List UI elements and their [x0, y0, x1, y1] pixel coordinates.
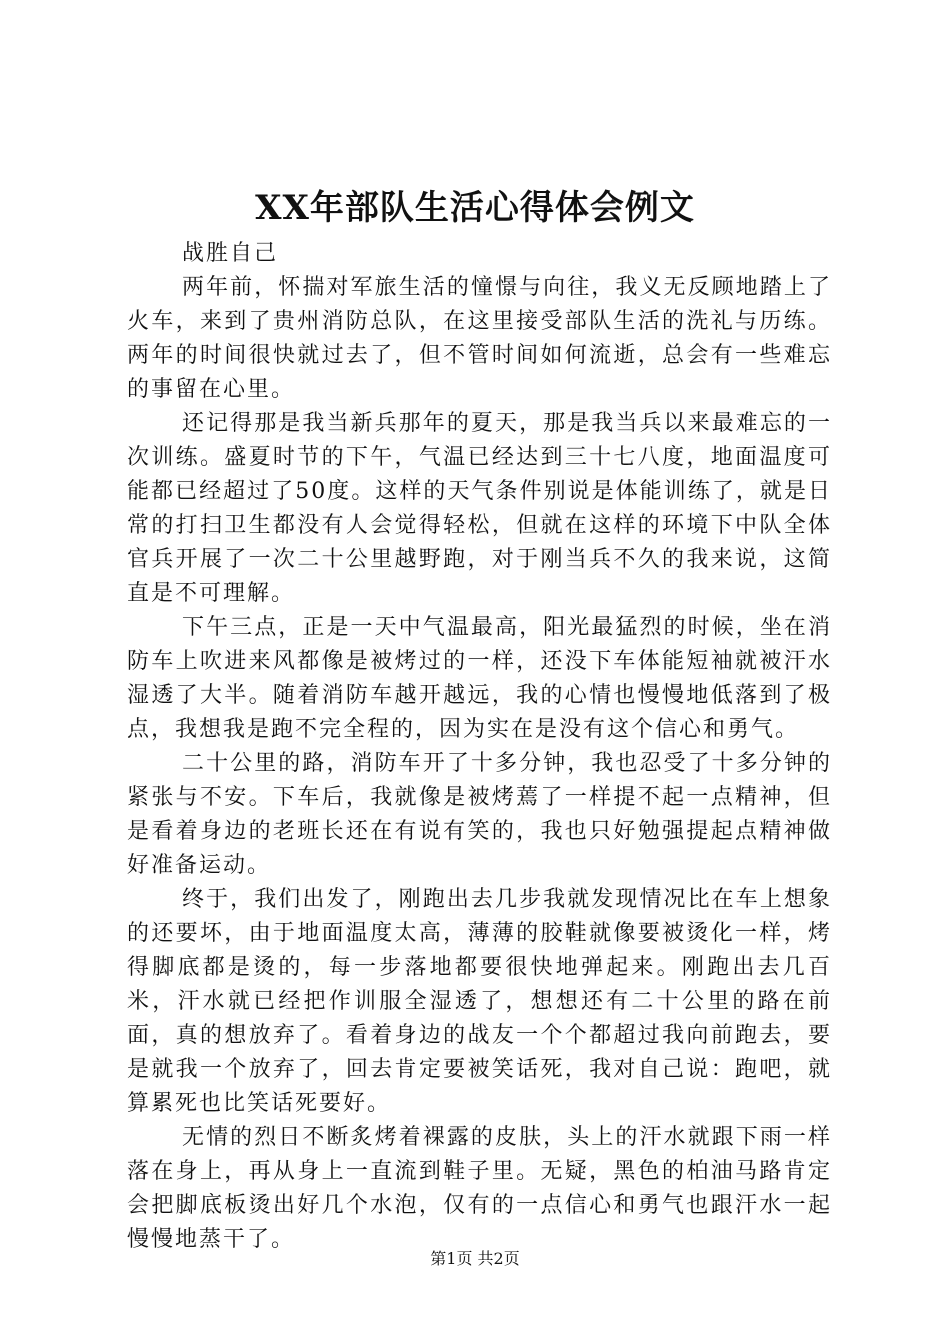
paragraph-2: 还记得那是我当新兵那年的夏天，那是我当兵以来最难忘的一次训练。盛夏时节的下午，气温已经达到三十七八度，地面温度可能都已经超过了50度。这样的天气条件别说是体能训练了，就是日常的打扫卫生都没有人会觉得轻松，但就在这样的环境下中队全体官兵开展了一次二十公里越野跑，对于刚当兵不久的我来说，这简直是不可理解。: [127, 411, 832, 606]
document-title: XX年部队生活心得体会例文: [255, 188, 695, 228]
document-body: [127, 237, 832, 1257]
paragraph-5: 终于，我们出发了，刚跑出去几步我就发现情况比在车上想象的还要坏，由于地面温度太高，薄薄的胶鞋就像要被烫化一样，烤得脚底都是烫的，每一步落地都要很快地弹起来。刚跑出去几百米，汗水就已经把作训服全湿透了，想想还有二十公里的路在前面，真的想放弃了。看着身边的战友一个个都超过我向前跑去，要是就我一个放弃了，回去肯定要被笑话死，我对自己说：跑吧，就算累死也比笑话死要好。: [127, 887, 832, 1116]
paragraph-1: 两年前，怀揣对军旅生活的憧憬与向往，我义无反顾地踏上了火车，来到了贵州消防总队，在这里接受部队生活的洗礼与历练。两年的时间很快就过去了，但不管时间如何流逝，总会有一些难忘的事留在心里。: [127, 275, 832, 402]
paragraph-6: 无情的烈日不断炙烤着裸露的皮肤，头上的汗水就跟下雨一样落在身上，再从身上一直流到鞋子里。无疑，黑色的柏油马路肯定会把脚底板烫出好几个水泡，仅有的一点信心和勇气也跟汗水一起慢慢地蒸干了。: [127, 1125, 832, 1252]
document-subtitle: 战胜自己: [182, 241, 279, 266]
paragraph-3: 下午三点，正是一天中气温最高，阳光最猛烈的时候，坐在消防车上吹进来风都像是被烤过的一样，还没下车体能短袖就被汗水湿透了大半。随着消防车越开越远，我的心情也慢慢地低落到了极点，我想我是跑不完全程的，因为实在是没有这个信心和勇气。: [127, 615, 832, 742]
page-footer: 第1页 共2页: [430, 1249, 520, 1268]
paragraph-4: 二十公里的路，消防车开了十多分钟，我也忍受了十多分钟的紧张与不安。下车后，我就像是被烤蔫了一样提不起一点精神，但是看着身边的老班长还在有说有笑的，我也只好勉强提起点精神做好准备运动。: [127, 751, 832, 878]
